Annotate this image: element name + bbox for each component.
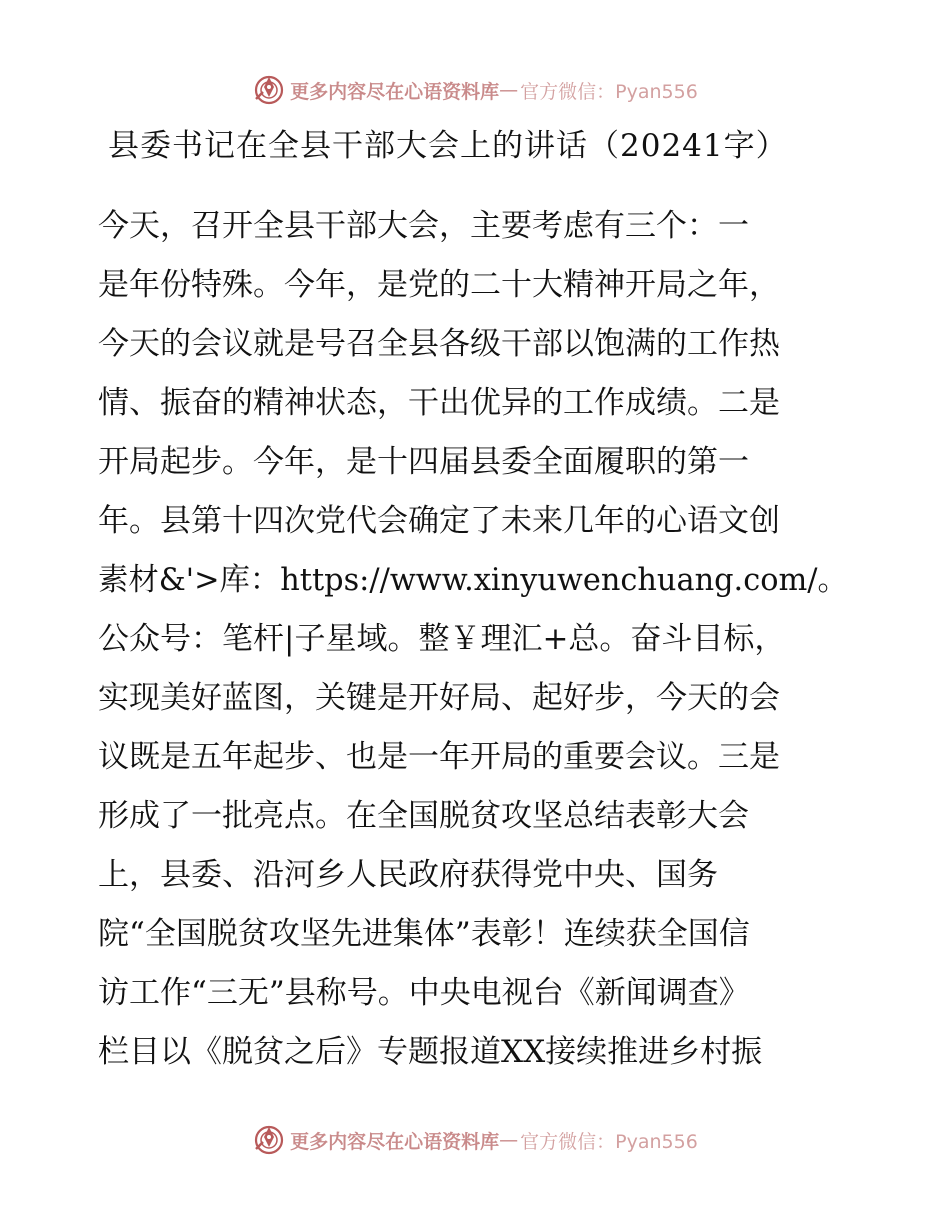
banner-contact-text: 官方微信：Pyan556	[520, 1130, 698, 1153]
body-line: 上，县委、沿河乡人民政府获得党中央、国务	[98, 857, 718, 893]
banner-separator: —	[499, 79, 519, 101]
body-line: 议既是五年起步、也是一年开局的重要会议。三是	[98, 739, 780, 775]
body-line: 栏目以《脱贫之后》专题报道XX接续推进乡村振	[98, 1034, 763, 1070]
body-line: 今天的会议就是号召全县各级干部以饱满的工作热	[98, 326, 780, 362]
document-title: 县委书记在全县干部大会上的讲话（20241字）	[108, 128, 788, 164]
banner-brand-text: 更多内容尽在心语资料库	[290, 80, 500, 103]
body-line: 开局起步。今年，是十四届县委全面履职的第一	[98, 444, 749, 480]
pen-nib-circle-icon	[252, 73, 286, 107]
body-line: 今天，召开全县干部大会，主要考虑有三个：一	[98, 208, 749, 244]
banner-brand-text: 更多内容尽在心语资料库	[290, 1130, 500, 1153]
body-line: 情、振奋的精神状态，干出优异的工作成绩。二是	[98, 385, 780, 421]
body-line: 年。县第十四次党代会确定了未来几年的心语文创	[98, 503, 780, 539]
body-line: 是年份特殊。今年，是党的二十大精神开局之年，	[98, 267, 780, 303]
header-watermark-banner	[0, 70, 950, 110]
body-line: 素材&'>库：https://www.xinyuwenchuang.com/。	[98, 562, 848, 598]
banner-contact-text: 官方微信：Pyan556	[520, 80, 698, 103]
body-line: 院“全国脱贫攻坚先进集体”表彰！连续获全国信	[98, 916, 750, 952]
body-line: 公众号：笔杆|子星域。整￥理汇+总。奋斗目标，	[98, 621, 786, 657]
body-line: 形成了一批亮点。在全国脱贫攻坚总结表彰大会	[98, 798, 749, 834]
pen-nib-circle-icon	[252, 1123, 286, 1157]
body-line: 实现美好蓝图，关键是开好局、起好步，今天的会	[98, 680, 780, 716]
footer-watermark-banner	[0, 1120, 950, 1160]
body-line: 访工作“三无”县称号。中央电视台《新闻调查》	[98, 975, 750, 1011]
banner-separator: —	[499, 1129, 519, 1151]
